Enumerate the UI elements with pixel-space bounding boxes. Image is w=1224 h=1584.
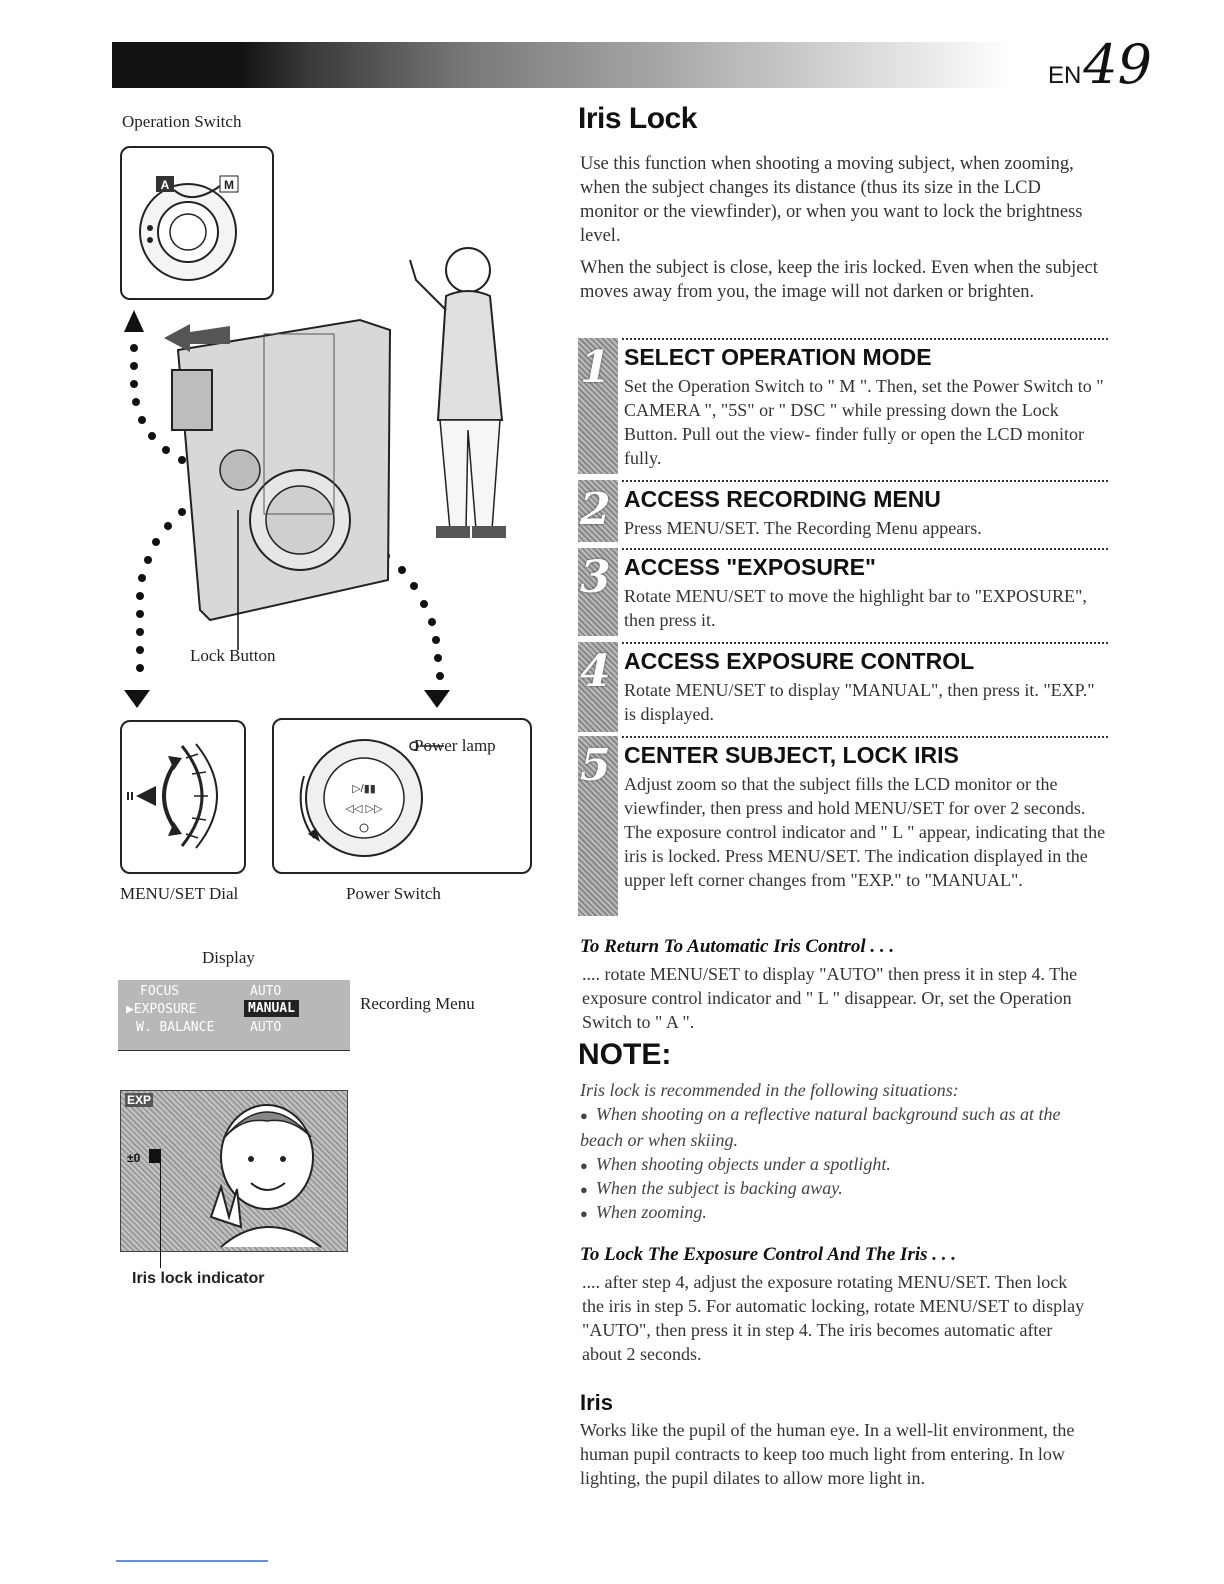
step-number: 3	[580, 552, 611, 603]
bottom-rule	[116, 1560, 268, 1562]
step-divider	[622, 736, 1108, 738]
page-number	[1012, 30, 1152, 100]
svg-text:M: M	[224, 178, 234, 192]
step-heading: ACCESS "EXPOSURE"	[624, 554, 876, 580]
step-divider	[622, 642, 1108, 644]
step-heading: CENTER SUBJECT, LOCK IRIS	[624, 742, 959, 768]
down-arrows	[120, 686, 460, 710]
menu-set-dial-figure	[120, 720, 246, 874]
menu-row-value: AUTO	[250, 1020, 282, 1035]
lock-body: .... after step 4, adjust the exposure rotating MENU/SET. Then lock the iris in step 5. For automatic locking, rotate MENU/SET to display "AUTO", then press it in step 4. The iris becomes automatic after about 2 seconds.	[582, 1272, 1085, 1364]
lcd-screen	[120, 1090, 348, 1252]
note-item: ● When the subject is backing away.	[580, 1176, 1100, 1202]
note-item: ● When zooming.	[580, 1200, 1100, 1226]
step-number-block	[578, 736, 618, 916]
header-bar	[112, 42, 1012, 88]
note-item: ● When shooting objects under a spotlight.	[580, 1152, 1100, 1178]
menu-set-dial-caption: MENU/SET Dial	[120, 884, 239, 903]
step-number: 5	[580, 740, 611, 791]
page-number-value: 49	[1083, 33, 1152, 96]
note-item: ● When shooting on a reflective natural background such as at the beach or when skiing.	[580, 1102, 1100, 1152]
operation-switch-caption: Operation Switch	[122, 112, 242, 131]
step-heading: ACCESS RECORDING MENU	[624, 486, 941, 512]
recording-menu-screen	[118, 980, 350, 1051]
step-number-block	[578, 338, 618, 474]
intro-paragraph-1: Use this function when shooting a moving subject, when zooming, when the subject changes its distance (thus its size in the LCD monitor or the viewfinder), or when you want to lock the brightness level.	[580, 154, 1083, 246]
return-heading: To Return To Automatic Iris Control . . .	[580, 936, 895, 957]
step-body: Set the Operation Switch to " M ". Then, set the Power Switch to " CAMERA ", "5S" or " DSC " while pressing down the Lock Button. Pull out the view- finder fully or open the LCD monitor fully.	[624, 376, 1104, 468]
menu-row-value-highlight: MANUAL	[244, 1000, 299, 1017]
iris-lock-indicator-caption: Iris lock indicator	[132, 1270, 265, 1287]
step-body: Rotate MENU/SET to display "MANUAL", then press it. "EXP." is displayed.	[624, 680, 1095, 724]
indicator-pointer-line	[160, 1150, 161, 1268]
lcd-exp-indicator: EXP	[127, 1093, 152, 1107]
intro-paragraph-2: When the subject is close, keep the iris locked. Even when the subject moves away from you, the image will not darken or brighten.	[580, 258, 1098, 302]
display-caption: Display	[202, 948, 255, 967]
step-number-block	[578, 480, 618, 542]
svg-text:▷/▮▮: ▷/▮▮	[352, 783, 376, 795]
menu-set-dial-icon	[122, 722, 244, 872]
lock-button-caption: Lock Button	[190, 646, 276, 665]
step-3	[578, 548, 1108, 636]
language-code: EN	[1047, 62, 1082, 89]
step-body: Adjust zoom so that the subject fills the LCD monitor or the viewfinder, then press and hold MENU/SET for over 2 seconds. The exposure control indicator and " L " appear, indicating that the iris is locked. Press MENU/SET. The indication displayed in the upper left corner changes from "EXP." to "MANUAL".	[624, 774, 1106, 890]
page-title: Iris Lock	[578, 102, 697, 135]
step-2	[578, 480, 1108, 542]
step-number-block	[578, 548, 618, 636]
step-divider	[622, 338, 1108, 340]
step-divider	[622, 480, 1108, 482]
step-number-block	[578, 642, 618, 732]
note-heading: NOTE:	[578, 1038, 672, 1071]
menu-row-item: ▶EXPOSURE	[126, 1002, 197, 1017]
iris-body: Works like the pupil of the human eye. In a well-lit environment, the human pupil contracts to keep too much light from entering. In low lighting, the pupil dilates to allow more light in.	[580, 1420, 1075, 1488]
menu-row-item: W. BALANCE	[136, 1020, 215, 1035]
step-heading: ACCESS EXPOSURE CONTROL	[624, 648, 975, 674]
step-5	[578, 736, 1108, 916]
recording-menu-caption: Recording Menu	[360, 994, 475, 1013]
step-number: 2	[580, 484, 611, 535]
svg-text:◁◁ ▷▷: ◁◁ ▷▷	[345, 803, 383, 815]
menu-row-item: FOCUS	[140, 984, 180, 999]
svg-text:A: A	[160, 178, 170, 192]
step-body: Press MENU/SET. The Recording Menu appears.	[624, 518, 982, 538]
camcorder-illustration	[120, 220, 540, 700]
return-body: .... rotate MENU/SET to display "AUTO" then press it in step 4. The exposure control indicator and " L " disappear. Or, set the Operation Switch to " A ".	[582, 964, 1078, 1032]
step-body: Rotate MENU/SET to move the highlight bar to "EXPOSURE", then press it.	[624, 586, 1087, 630]
step-number: 1	[580, 342, 611, 393]
menu-row-value: AUTO	[250, 984, 282, 999]
lock-heading: To Lock The Exposure Control And The Iris . . .	[580, 1244, 957, 1265]
note-intro: Iris lock is recommended in the following situations:	[580, 1080, 959, 1100]
step-number: 4	[580, 646, 611, 697]
iris-heading: Iris	[580, 1390, 614, 1415]
power-switch-caption: Power Switch	[346, 884, 441, 903]
step-heading: SELECT OPERATION MODE	[624, 344, 932, 370]
step-4	[578, 642, 1108, 732]
step-divider	[622, 548, 1108, 550]
power-lamp-caption: Power lamp	[414, 736, 496, 755]
face-illustration	[181, 1097, 341, 1251]
lcd-value: ±0	[127, 1151, 141, 1165]
step-1	[578, 338, 1108, 474]
